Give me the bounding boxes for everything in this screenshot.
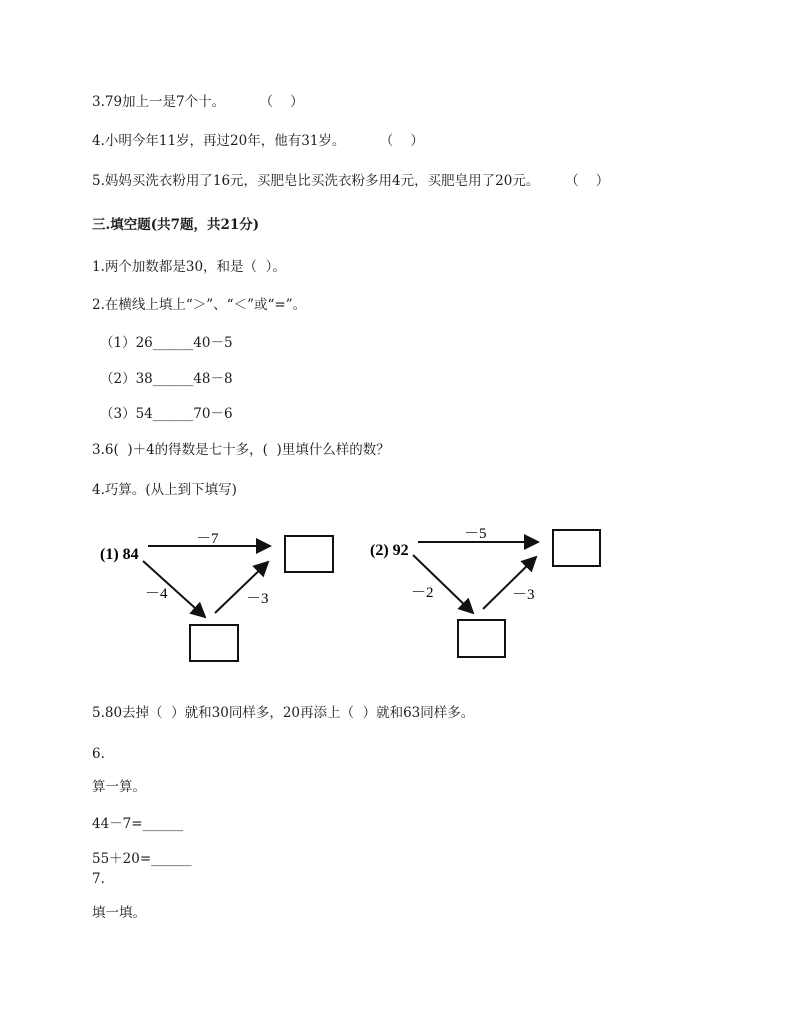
diagram-1-top-op: －7 — [196, 531, 219, 547]
diagram-2-start-label: (2) 92 — [370, 542, 409, 559]
fill-question-6-title: 算一算。 — [92, 779, 146, 795]
fill-question-6-item-a: 44－7=______ — [92, 816, 184, 832]
question-3-true-false: 3.79加上一是7个十。 （ ） — [92, 94, 304, 110]
calculation-diagrams — [88, 515, 628, 670]
fill-question-4: 4.巧算。(从上到下填写) — [92, 482, 237, 498]
fill-question-7-number: 7. — [92, 871, 105, 887]
fill-question-7-title: 填一填。 — [92, 905, 146, 921]
fill-question-2-part-2: （2）38______48－8 — [100, 371, 233, 387]
diagram-2-down-arrow — [413, 555, 473, 613]
diagram-1-right-op: －3 — [246, 591, 269, 607]
fill-question-2-part-3: （3）54______70－6 — [100, 406, 233, 422]
diagram-2-left-op: －2 — [411, 585, 434, 601]
diagram-2-top-op: －5 — [464, 526, 487, 542]
fill-question-2: 2.在横线上填上“＞”、“＜”或“=”。 — [92, 297, 307, 313]
fill-question-6-number: 6. — [92, 746, 105, 762]
question-5-true-false: 5.妈妈买洗衣粉用了16元，买肥皂比买洗衣粉多用4元，买肥皂用了20元。 （ ） — [92, 173, 610, 189]
fill-question-3: 3.6( )＋4的得数是七十多，( )里填什么样的数？ — [92, 442, 390, 458]
diagram-1-left-op: －4 — [145, 586, 168, 602]
diagram-1 — [100, 531, 333, 661]
diagram-1-right-box — [285, 536, 333, 572]
question-4-true-false: 4.小明今年11岁，再过20年，他有31岁。 （ ） — [92, 133, 424, 149]
fill-question-6-item-b: 55＋20=______ — [92, 851, 192, 867]
diagram-1-start-label: (1) 84 — [100, 546, 139, 563]
fill-question-5: 5.80去掉（ ）就和30同样多，20再添上（ ）就和63同样多。 — [92, 705, 475, 721]
diagram-1-bottom-box — [190, 625, 238, 661]
fill-question-2-part-1: （1）26______40－5 — [100, 335, 233, 351]
diagram-2-right-box — [553, 530, 600, 566]
section-heading: 三.填空题(共7题，共21分) — [92, 217, 260, 233]
diagram-2-right-op: －3 — [512, 587, 535, 603]
fill-question-1: 1.两个加数都是30，和是（ ）。 — [92, 259, 286, 275]
diagram-2-bottom-box — [458, 620, 505, 657]
diagram-2 — [370, 526, 600, 657]
